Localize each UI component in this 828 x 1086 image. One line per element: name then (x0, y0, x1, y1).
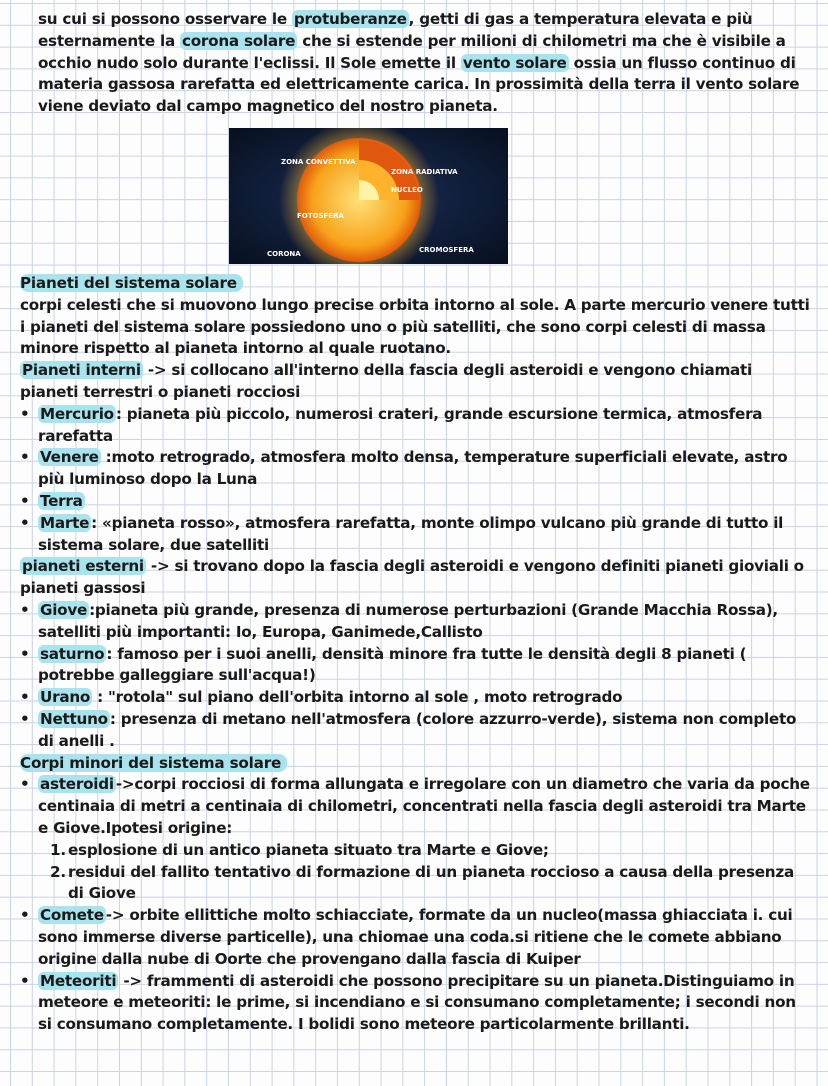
label-fotosfera: FOTOSFERA (297, 212, 344, 220)
origin-text: residui del fallito tentativo di formazione di un pianeta roccioso a causa della presenza di Giove (68, 862, 794, 903)
intro-text-3: che si estende per milioni di chilometri ma che è visibile a occhio nudo solo durante l'eclissi. Il Sole emette il (38, 31, 786, 72)
intro-text-1: su cui si possono osservare le (38, 10, 292, 28)
outer-planets-list (20, 600, 810, 753)
inner-planets-list (20, 404, 810, 557)
inner-planets-title: Pianeti interni (22, 361, 141, 380)
minor-text-meteoriti: -> frammenti di asteroidi che possono precipitare su un pianeta.Distinguiamo in meteore e meteoriti: le prime, si incendiano e si consumano completamente; i secondi non si consumano completamente. I bolidi sono meteore particolarmente brillanti. (38, 971, 796, 1034)
inner-planets-line (20, 360, 810, 404)
origin-list (38, 840, 810, 905)
minor-name-meteoriti: Meteoriti (40, 971, 117, 990)
planet-text: :moto retrogrado, atmosfera molto densa, temperature superficiali elevate, astro più luminoso dopo la Luna (38, 448, 788, 489)
list-item (20, 513, 810, 557)
planet-text: :pianeta più grande, presenza di numerose perturbazioni (Grande Macchia Rossa), satelliti più importanti: Io, Europa, Ganimede,Callisto (38, 600, 778, 641)
minor-bodies-list (20, 774, 810, 1036)
list-item (20, 600, 810, 644)
intro-paragraph (38, 9, 808, 118)
list-item (20, 447, 810, 491)
planet-name-venere: Venere (40, 448, 99, 467)
outer-planets-line (20, 556, 810, 600)
list-item (20, 644, 810, 688)
planet-name-urano: Urano (40, 688, 91, 707)
intro-text-2: , getti di gas a temperatura elevata e più esternamente la (38, 10, 753, 50)
planets-intro: corpi celesti che si muovono lungo precise orbita intorno al sole. A parte mercurio venere tutti i pianeti del sistema solare possiedono uno o più satelliti, che sono corpi celesti di massa minore rispetto al pianeta intorno al quale ruotano. (20, 295, 810, 358)
minor-bodies-heading-text: Corpi minori del sistema solare (20, 754, 287, 772)
list-item (38, 840, 810, 862)
planet-text: : "rotola" sul piano dell'orbita intorno al sole , moto retrogrado (92, 688, 623, 707)
intro-text-4: ossia un flusso continuo di materia gassosa rarefatta ed elettricamente carica. In prossimità della terra il vento solare viene deviato dal campo magnetico del nostro pianeta. (38, 53, 800, 116)
sun-diagram (229, 128, 508, 264)
list-item (20, 971, 810, 1036)
label-nucleo: NUCLEO (391, 186, 423, 194)
planet-text: : pianeta più piccolo, numerosi crateri, grande escursione termica, atmosfera rarefatta (38, 404, 763, 445)
highlight-corona-solare: corona solare (181, 31, 296, 50)
list-item (20, 709, 810, 753)
planet-name-mercurio: Mercurio (40, 404, 114, 423)
minor-name-comete: Comete (40, 906, 104, 925)
list-item (20, 774, 810, 905)
list-item (20, 491, 810, 513)
planet-name-giove: Giove (40, 600, 88, 619)
highlight-protuberanze: protuberanze (293, 10, 407, 28)
label-cromosfera: CROMOSFERA (419, 246, 474, 254)
highlight-vento-solare: vento solare (462, 53, 567, 72)
inner-planets-text: -> si collocano all'interno della fascia degli asteroidi e vengono chiamati pianeti terrestri o pianeti rocciosi (20, 361, 753, 401)
outer-planets-title: pianeti esterni (22, 557, 144, 576)
planets-heading-text: Pianeti del sistema solare (20, 274, 243, 292)
origin-text: esplosione di un antico pianeta situato tra Marte e Giove; (68, 840, 549, 859)
origin-number: 2. (50, 862, 66, 881)
planet-name-saturno: saturno (40, 644, 105, 663)
label-zona-radiativa: ZONA RADIATIVA (391, 168, 458, 176)
planet-text: : «pianeta rosso», atmosfera rarefatta, monte olimpo vulcano più grande di tutto il sistema solare, due satelliti (38, 513, 784, 554)
outer-planets-text: -> si trovano dopo la fascia degli asteroidi e vengono definiti pianeti gioviali o pianeti gassosi (20, 557, 804, 598)
list-item (20, 905, 810, 970)
planet-name-nettuno: Nettuno (40, 709, 108, 728)
minor-text-comete: -> orbite ellittiche molto schiacciate, formate da un nucleo(massa ghiacciata i. cui sono immerse diverse particelle), una chiomae una coda.si ritiene che le comete abbiano origine dalla nube di Oorte che provengano dalla fascia di Kuiper (38, 906, 793, 968)
list-item (20, 687, 810, 709)
planet-text: : famoso per i suoi anelli, densità minore fra tutte le densità degli 8 pianeti ( potrebbe galleggiare sull'acqua!) (38, 644, 747, 685)
planet-name-marte: Marte (40, 513, 90, 532)
label-corona: CORONA (267, 250, 301, 258)
origin-number: 1. (50, 840, 66, 859)
label-zona-convettiva: ZONA CONVETTIVA (281, 158, 356, 166)
planet-name-terra: Terra (40, 491, 83, 510)
list-item (20, 404, 810, 448)
minor-name-asteroidi: asteroidi (40, 775, 114, 794)
planets-heading (20, 273, 810, 295)
planets-section (20, 273, 810, 1036)
minor-bodies-heading (20, 753, 810, 775)
planet-text: : presenza di metano nell'atmosfera (colore azzurro-verde), sistema non completo di anelli . (38, 709, 797, 750)
minor-text-asteroidi: ->corpi rocciosi di forma allungata e irregolare con un diametro che varia da poche centinaia di metri a centinaia di chilometri, concentrati nella fascia degli asteroidi tra Marte e Giove.Ipotesi origine: (38, 775, 810, 837)
list-item (38, 862, 810, 906)
sun-structure-image (229, 128, 508, 264)
